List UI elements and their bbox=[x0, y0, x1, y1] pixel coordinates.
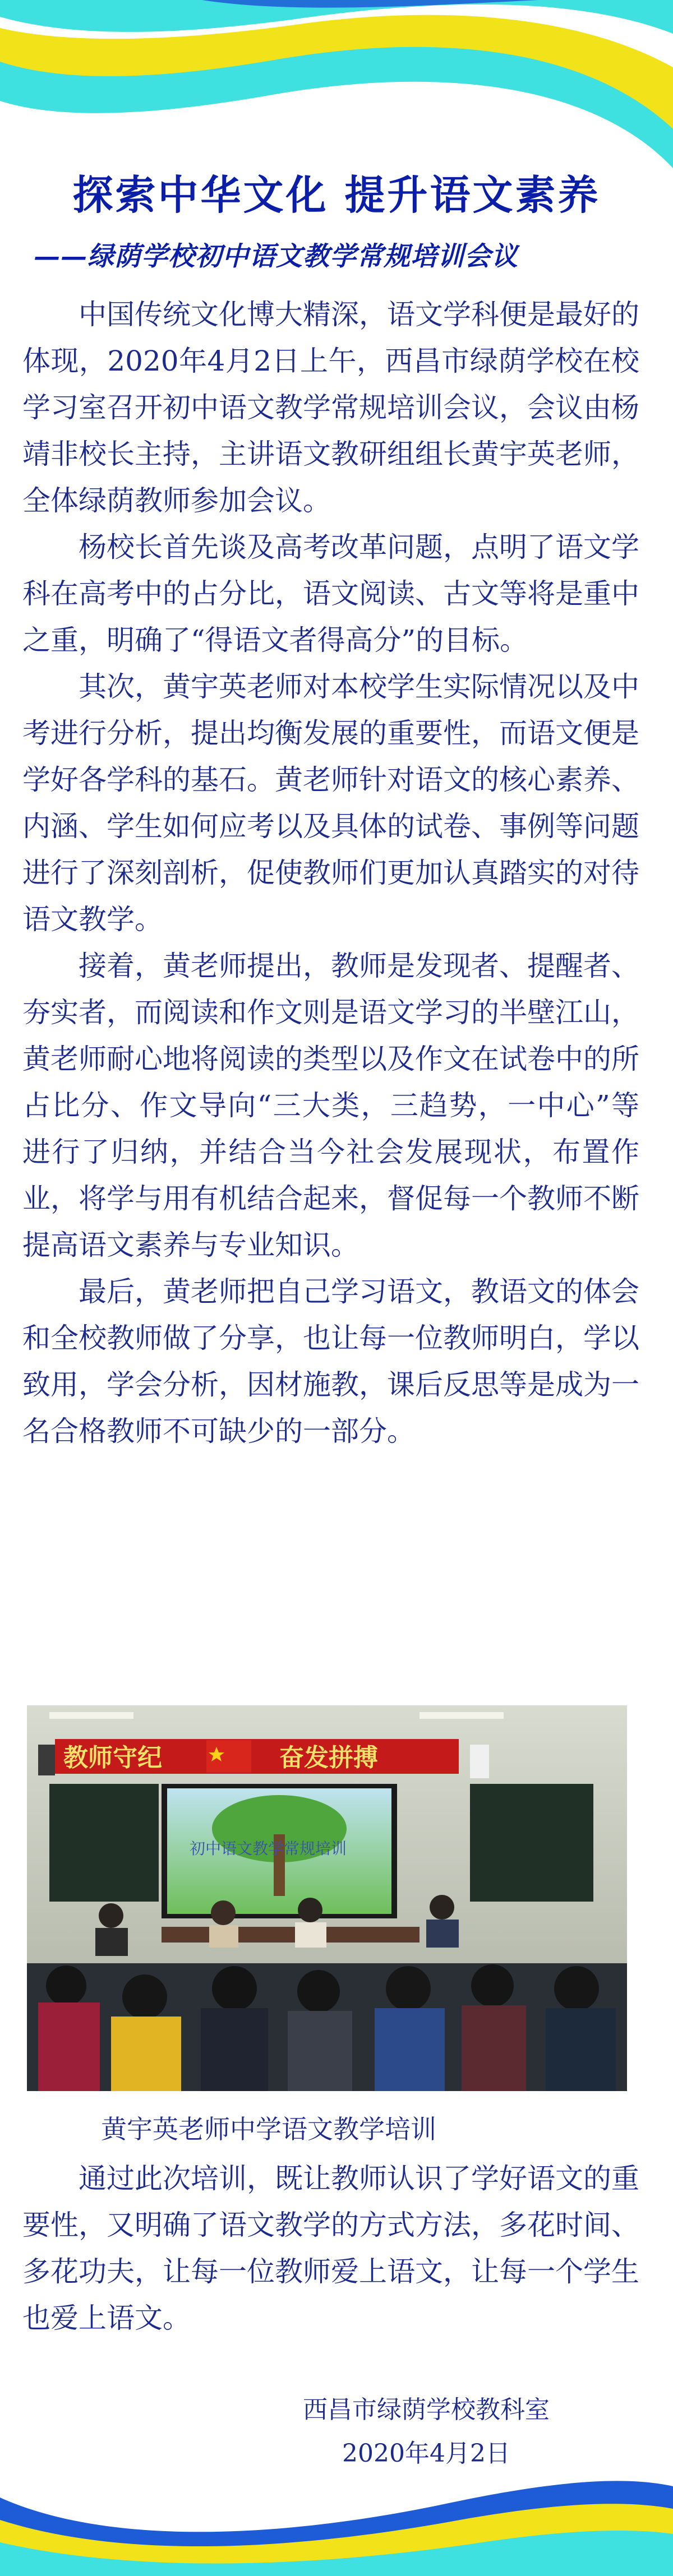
signature-organization: 西昌市绿荫学校教科室 bbox=[303, 2395, 550, 2424]
banner-left-text: 教师守纪 bbox=[63, 1743, 162, 1772]
page-subtitle: ——绿荫学校初中语文教学常规培训会议 bbox=[34, 241, 518, 272]
article-paragraph: 中国传统文化博大精深，语文学科便是最好的体现，2020年4月2日上午，西昌市绿荫学校在校学习室召开初中语文教学常规培训会议，会议由杨靖非校长主持，主讲语文教研组组长黄宇英老师，全体绿荫教师参加会议。 bbox=[22, 298, 639, 517]
signature-date: 2020年4月2日 bbox=[342, 2439, 510, 2468]
article-paragraph: 通过此次培训，既让教师认识了学好语文的重要性，又明确了语文教学的方式方法，多花时间、多花功夫，让每一位教师爱上语文，让每一个学生也爱上语文。 bbox=[22, 2162, 639, 2334]
article-body-conclusion bbox=[22, 2156, 639, 2342]
article-paragraph: 其次，黄宇英老师对本校学生实际情况以及中考进行分析，提出均衡发展的重要性，而语文便是学好各学科的基石。黄老师针对语文的核心素养、内涵、学生如何应考以及具体的试卷、事例等问题进行了深刻剖析，促使教师们更加认真踏实的对待语文教学。 bbox=[22, 670, 639, 936]
article-paragraph: 接着，黄老师提出，教师是发现者、提醒者、夯实者，而阅读和作文则是语文学习的半壁江山，黄老师耐心地将阅读的类型以及作文在试卷中的所占比分、作文导向“三大类，三趋势，一中心”等进行了归纳，并结合当今社会发展现状，布置作业，将学与用有机结合起来，督促每一个教师不断提高语文素养与专业知识。 bbox=[22, 950, 639, 1261]
meeting-photo bbox=[27, 1705, 627, 2091]
photo-caption: 黄宇英老师中学语文教学培训 bbox=[101, 2114, 436, 2144]
banner-right-text: 奋发拼搏 bbox=[279, 1743, 378, 1772]
header-wave-decoration bbox=[0, 0, 673, 168]
page-title: 探索中华文化 提升语文素养 bbox=[72, 171, 601, 219]
footer-wave-decoration bbox=[0, 2453, 673, 2576]
article-paragraph: 杨校长首先谈及高考改革问题，点明了语文学科在高考中的占分比，语文阅读、古文等将是重中之重，明确了“得语文者得高分”的目标。 bbox=[22, 531, 639, 656]
article-paragraph: 最后，黄老师把自己学习语文，教语文的体会和全校教师做了分享，也让每一位教师明白，学以致用，学会分析，因材施教，课后反思等是成为一名合格教师不可缺少的一部分。 bbox=[22, 1275, 639, 1447]
screen-title-text: 初中语文教学常规培训 bbox=[190, 1839, 347, 1858]
article-body-main bbox=[22, 292, 639, 1455]
